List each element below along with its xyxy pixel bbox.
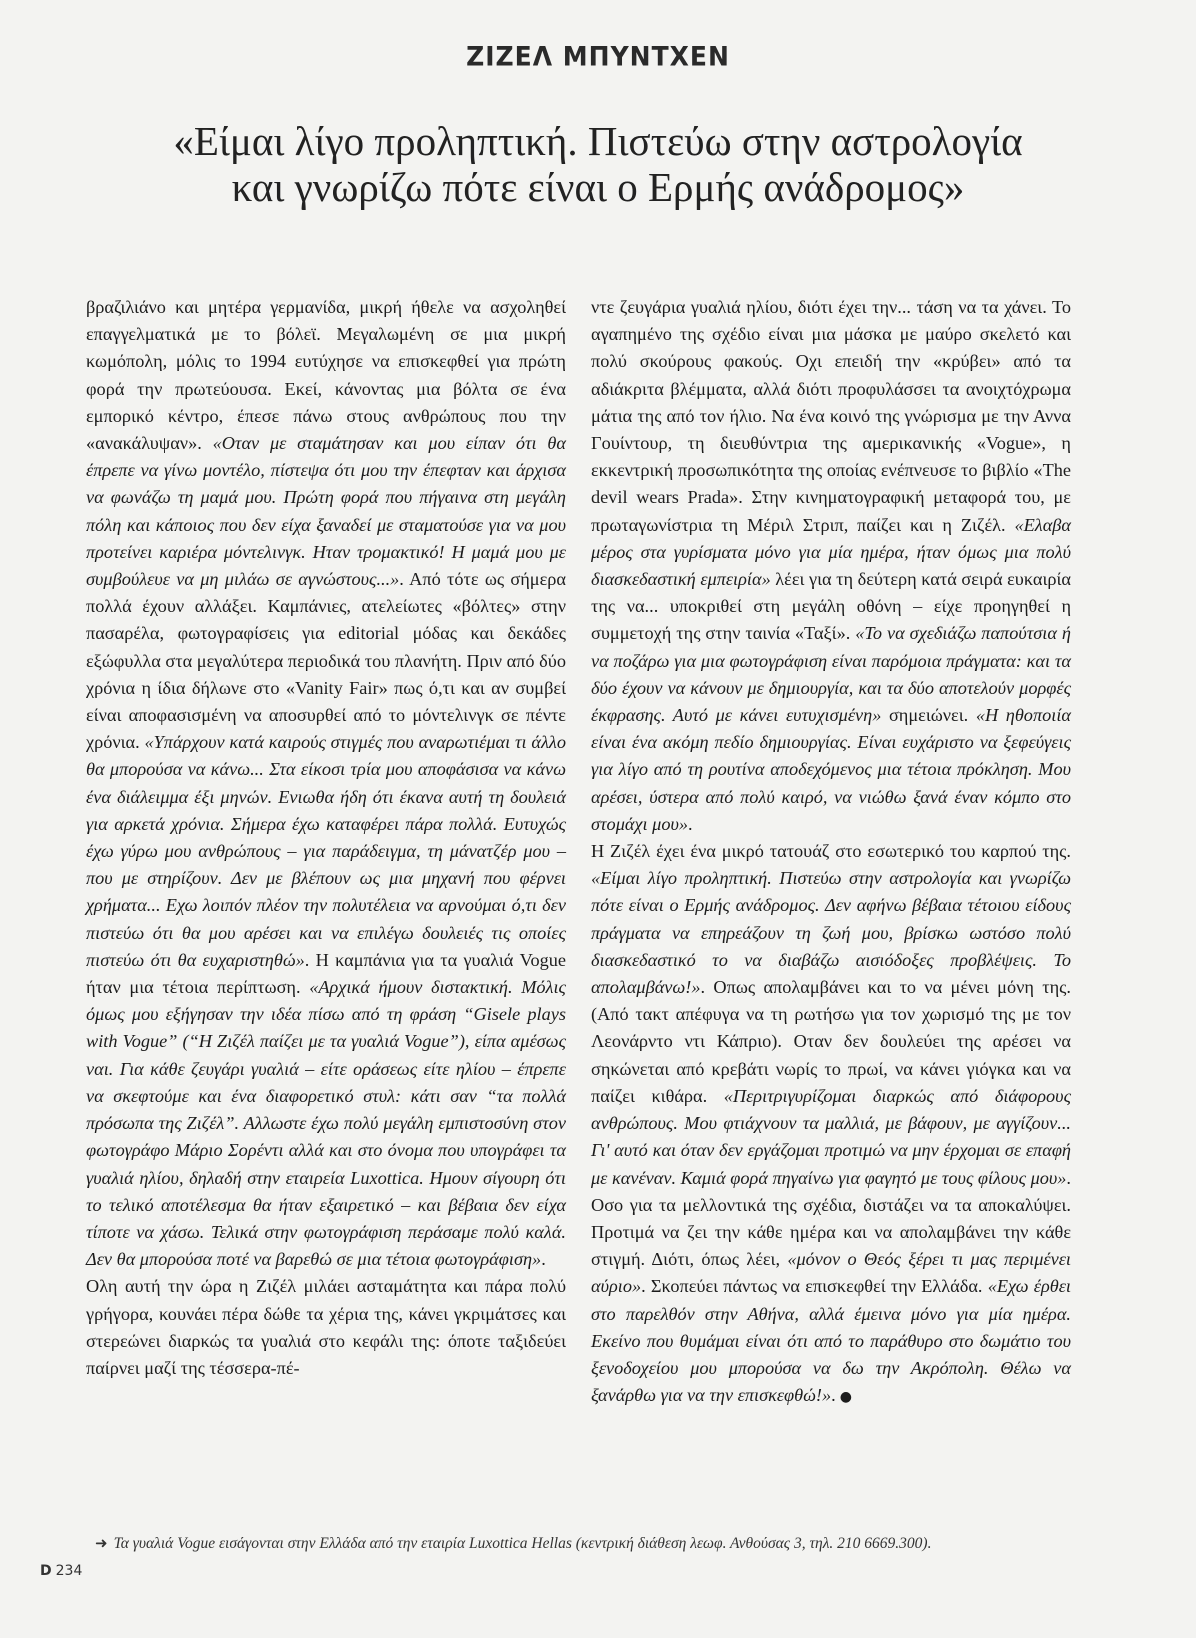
quote-text: «Περιτριγυρίζομαι διαρκώς από διάφορους ανθρώπους. Μου φτιάχνουν τα μαλλιά, με βάφουν, με αγγίζουν... Γι' αυτό και όταν δεν εργάζομαι προτιμώ να μην έρχομαι σε επαφή με κανέναν. Καμιά φορά πηγαίνω για φαγητό με τους φίλους μου» bbox=[591, 1085, 1071, 1188]
body-text: βραζιλιάνο και μητέρα γερμανίδα, μικρή ήθελε να ασχοληθεί επαγγελματικά με το βόλεϊ. Μεγαλωμένη σε μια μικρή κωμόπολη, μόλις το 1994 ευτύχησε να επισκεφθεί για πρώτη φορά την πρωτεύουσα. Εκεί, κάνοντας μια βόλτα σε ένα εμπορικό κέντρο, έπεσε πάνω στους ανθρώπους που την «ανακάλυψαν». bbox=[86, 297, 566, 454]
left-paragraph-2: Ολη αυτή την ώρα η Ζιζέλ μιλάει ασταμάτητα και πάρα πολύ γρήγορα, κουνάει πέρα δώθε τα χέρια της, κάνει γκριμάτσες και στερεώνει διαρκώς τα γυαλιά στο κεφάλι της: όποτε ταξιδεύει παίρνει μαζί της τέσσερα-πέ- bbox=[86, 1276, 566, 1378]
quote-text: «Υπάρχουν κατά καιρούς στιγμές που αναρωτιέμαι τι άλλο θα μπορούσα να κάνω... Στα είκοσι τρία μου αποφάσισα να κάνω ένα διάλειμμα έξι μηνών. Ενιωθα ήδη ότι έκανα αυτή τη δουλειά για αρκετά χρόνια. Σήμερα έχω καταφέρει πάρα πολλά. Ευτυχώς έχω γύρω μου ανθρώπους – για παράδειγμα, τη μάνατζέρ μου – που με στηρίζουν. Δεν με βλέπουν ως μια μηχανή που φέρνει χρήματα... Εχω λοιπόν πλέον την πολυτέλεια να αρνούμαι ό,τι δεν πιστεύω ότι θα μου αρέσει και να επιλέγω δουλειές τις οποίες πιστεύω ότι θα ευχαριστηθώ» bbox=[86, 732, 566, 970]
quote-text: «Εχω έρθει στο παρελθόν στην Αθήνα, αλλά έμεινα μόνο για μία ημέρα. Εκείνο που θυμάμαι είναι ότι από το παράθυρο στο δωμάτιο του ξενοδοχείου μου μπορούσα να δω την Ακρόπολη. Θέλω να ξανάρθω για να την επισκεφθώ!» bbox=[591, 1276, 1072, 1406]
arrow-icon: ➜ bbox=[95, 1534, 108, 1552]
left-paragraph-1 bbox=[86, 294, 566, 1273]
body-text: σημειώνει. bbox=[881, 705, 976, 726]
page-number: 234 bbox=[55, 1563, 83, 1579]
right-paragraph-1 bbox=[591, 294, 1071, 838]
right-paragraph-2 bbox=[591, 838, 1071, 1411]
body-text: . bbox=[688, 813, 693, 834]
body-text: . Οσο για τα μελλοντικά της σχέδια, διστάζει να τα αποκαλύψει. Προτιμά να ζει την κάθε ημέρα και να απολαμβάνει την κάθε στιγμή. Διότι, όπως λέει, bbox=[591, 1167, 1071, 1270]
quote-text: «Ελαβα μέρος στα γυρίσματα μόνο για μία ημέρα, ήταν όμως μια πολύ διασκεδαστική εμπειρία» bbox=[591, 514, 1071, 590]
body-text: . Η καμπάνια για τα γυαλιά Vogue ήταν μια τέτοια περίπτωση. bbox=[86, 949, 566, 998]
body-text: . Σκοπεύει πάντως να επισκεφθεί την Ελλάδα. bbox=[641, 1276, 988, 1297]
footnote bbox=[95, 1534, 1095, 1553]
quote-text: «Οταν με σταμάτησαν και μου είπαν ότι θα έπρεπε να γίνω μοντέλο, πίστεψα ότι μου την έπεφταν και άρχισα να φωνάζω τη μαμά μου. Πρώτη φορά που πήγαινα στη μεγάλη πόλη και κάποιος που δεν είχα ξαναδεί με σταματούσε για να μου προτείνει καριέρα μόντελινγκ. Ηταν τρομακτικό! Η μαμά μου με συμβούλευε να μη μιλάω σε αγνώστους...» bbox=[86, 433, 566, 590]
right-column bbox=[591, 294, 1071, 1411]
section-letter: D bbox=[40, 1563, 52, 1579]
body-text: . bbox=[831, 1385, 836, 1406]
pull-quote bbox=[60, 118, 1136, 210]
left-column bbox=[86, 294, 566, 1382]
body-text: ντε ζευγάρια γυαλιά ηλίου, διότι έχει την... τάση να τα χάνει. Το αγαπημένο της σχέδιο είναι μια μάσκα με μαύρο σκελετό και πολύ σκούρους φακούς. Οχι επειδή την «κρύβει» από τα αδιάκριτα βλέμματα, αλλά διότι προφυλάσσει τα ανοιχτόχρωμα μάτια της από τον ήλιο. Να ένα κοινό της γνώρισμα με την Αννα Γουίντουρ, τη διευθύντρια της αμερικανικής «Vogue», η εκκεντρική προσωπικότητα της οποίας ενέπνευσε το βιβλίο «The devil wears Prada». Στην κινηματογραφική μεταφορά του, με πρωταγωνίστρια τη Μέριλ Στριπ, παίζει και η Ζιζέλ. bbox=[591, 297, 1071, 535]
body-text: λέει για τη δεύτερη κατά σειρά ευκαιρία της να... υποκριθεί στη μεγάλη οθόνη – είχε προηγηθεί η συμμετοχή της στην ταινία «Ταξί». bbox=[591, 569, 1071, 644]
end-mark-icon: ● bbox=[839, 1389, 852, 1406]
page-folio bbox=[40, 1563, 82, 1579]
body-text: Η Ζιζέλ έχει ένα μικρό τατουάζ στο εσωτερικό του καρπού της. bbox=[591, 841, 1071, 862]
body-text: . Οπως απολαμβάνει και το να μένει μόνη της. (Από τακτ απέφυγα να τη ρωτήσω για τον χωρισμό της με τον Λεονάρντο ντι Κάπριο). Οταν δεν δουλεύει της αρέσει να σηκώνεται από κρεβάτι νωρίς το πρωί, να κάνει γιόγκα και να παίζει κιθάρα. bbox=[591, 977, 1071, 1106]
page-header-title: ΖΙΖΕΛ ΜΠΥΝΤΧΕΝ bbox=[466, 41, 730, 72]
pull-quote-line-2: και γνωρίζω πότε είναι ο Ερμής ανάδρομος» bbox=[231, 164, 965, 210]
quote-text: «Αρχικά ήμουν διστακτική. Μόλις όμως μου εξήγησαν την ιδέα πίσω από τη φράση “Gisele plays with Vogue” (“Η Ζιζέλ παίζει με τα γυαλιά Vogue”), είπα αμέσως ναι. Για κάθε ζευγάρι γυαλιά – είτε οράσεως είτε ηλίου – έπρεπε να σκεφτούμε και ένα διαφορετικό στυλ: κάτι σαν “τα πολλά πρόσωπα της Ζιζέλ”. Αλλωστε έχω πολύ μεγάλη εμπιστοσύνη στον φωτογράφο Μάριο Σορέντι αλλά και στο όνομα που υπογράφει τα γυαλιά ηλίου, δηλαδή στην εταιρεία Luxottica. Ημουν σίγουρη ότι το τελικό αποτέλεσμα θα ήταν εξαιρετικό – και βέβαια δεν είχα τίποτε να χάσω. Τελικά στην φωτογράφιση περάσαμε πολύ καλά. Δεν θα μπορούσα ποτέ να βαρεθώ σε μια τέτοια φωτογράφιση» bbox=[86, 977, 566, 1270]
quote-text: «Το να σχεδιάζω παπούτσια ή να ποζάρω για μια φωτογράφιση είναι παρόμοια πράγματα: και τα δύο έχουν να κάνουν με δημιουργία, και τα δύο αποτελούν μορφές έκφρασης. Αυτό με κάνει ευτυχισμένη» bbox=[591, 623, 1071, 726]
pull-quote-line-1: «Είμαι λίγο προληπτική. Πιστεύω στην αστρολογία bbox=[173, 118, 1023, 164]
quote-text: «Είμαι λίγο προληπτική. Πιστεύω στην αστρολογία και γνωρίζω πότε είναι ο Ερμής ανάδρομος. Δεν αφήνω βέβαια τέτοιου είδους πράγματα να επηρεάζουν τη ζωή μου, βρίσκω ωστόσο πολύ διασκεδαστικό το να διαβάζω αισιόδοξες προβλέψεις. Το απολαμβάνω!» bbox=[591, 868, 1071, 998]
quote-text: «μόνον ο Θεός ξέρει τι μας περιμένει αύριο» bbox=[591, 1249, 1071, 1297]
footnote-text: Τα γυαλιά Vogue εισάγονται στην Ελλάδα από την εταιρία Luxottica Hellas (κεντρική διάθεση λεωφ. Ανθούσας 3, τηλ. 210 6669.300). bbox=[113, 1535, 932, 1552]
body-text: . bbox=[541, 1249, 546, 1270]
quote-text: «Η ηθοποιία είναι ένα ακόμη πεδίο δημιουργίας. Είναι ευχάριστο να ξεφεύγεις για λίγο από τη ρουτίνα αποδεχόμενος μια τέτοια πρόκληση. Μου αρέσει, ύστερα από πολύ καιρό, να νιώθω ξανά έναν κόμπο στο στομάχι μου» bbox=[591, 705, 1071, 834]
body-text: . Από τότε ως σήμερα πολλά έχουν αλλάξει. Καμπάνιες, ατελείωτες «βόλτες» στην πασαρέλα, φωτογραφίσεις για editorial μόδας και δεκάδες εξώφυλλα στα μεγαλύτερα περιοδικά του πλανήτη. Πριν από δύο χρόνια η ίδια δήλωνε στο «Vanity Fair» πως ό,τι και αν συμβεί είναι αποφασισμένη να αποσυρθεί από το μόντελινγκ σε πέντε χρόνια. bbox=[86, 569, 566, 753]
